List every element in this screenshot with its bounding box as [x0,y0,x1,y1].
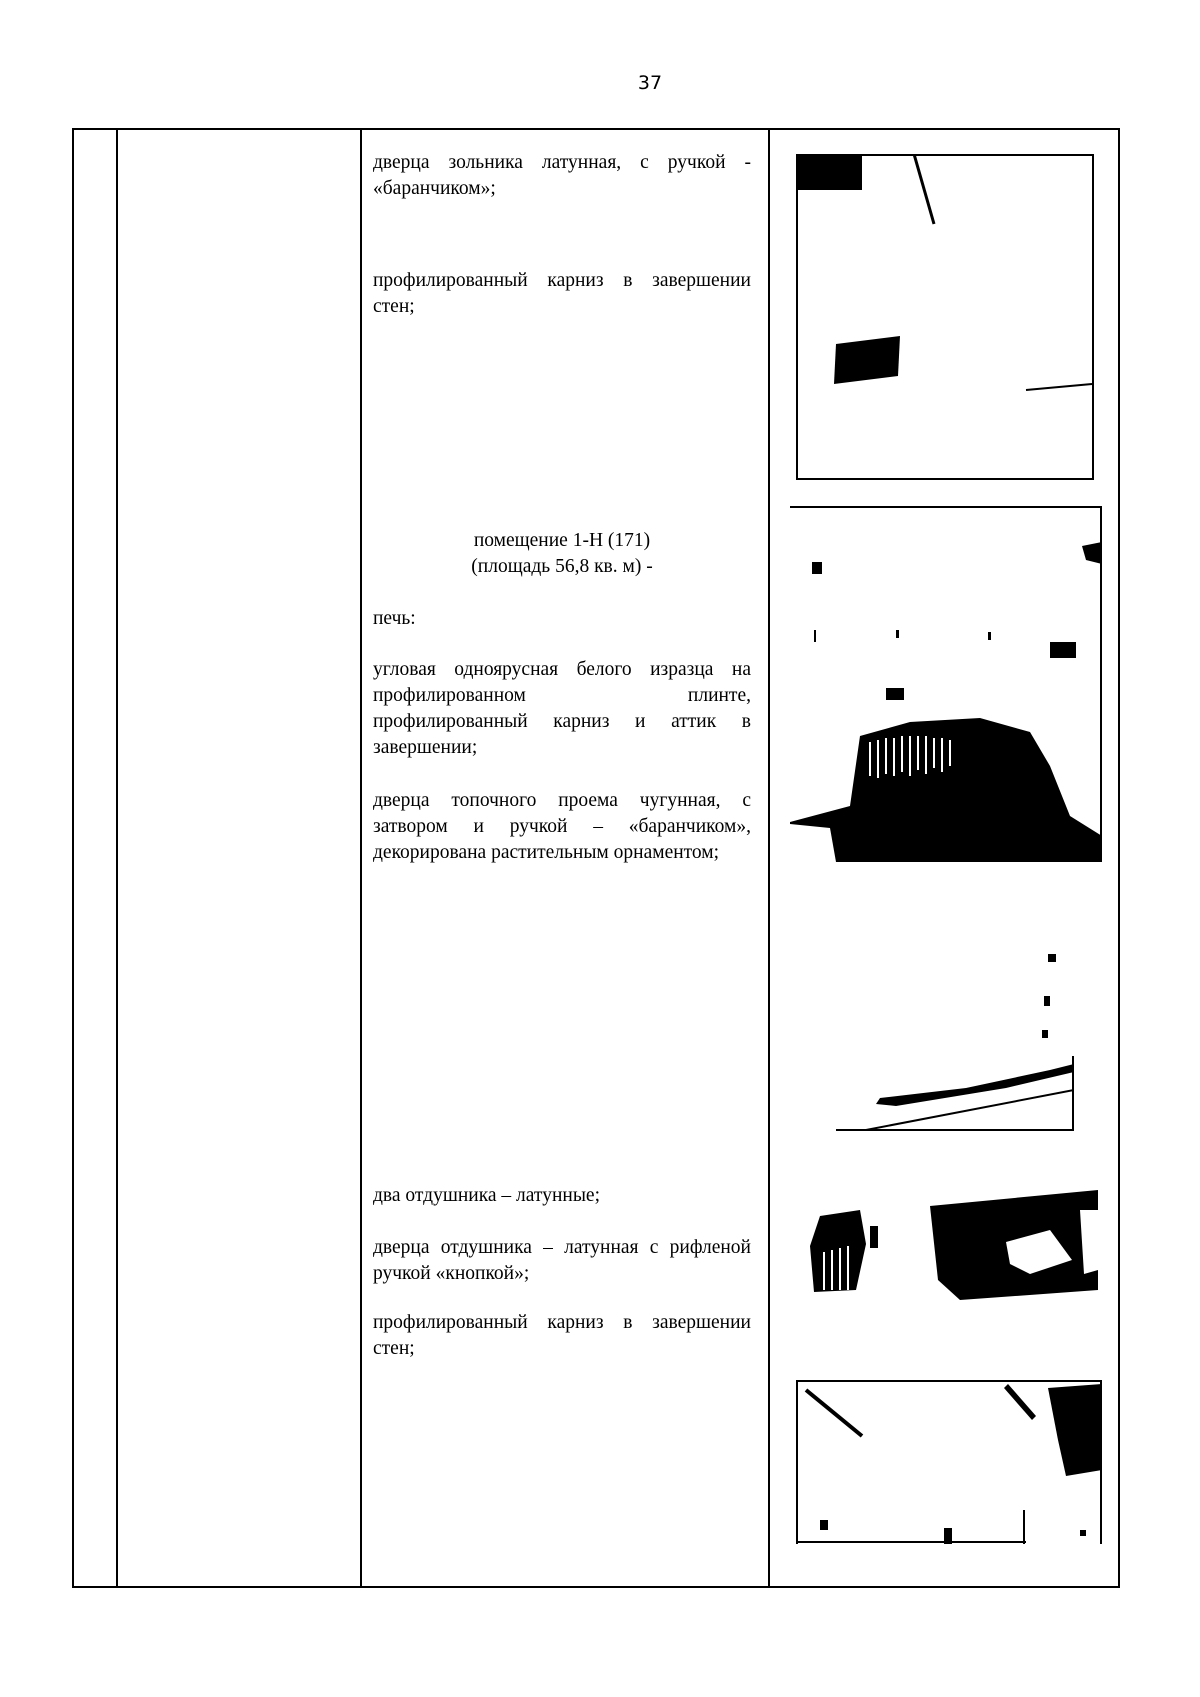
text-block [373,1183,751,1209]
photo-1 [796,154,1094,480]
text-block [373,657,751,761]
column-divider [360,130,362,1586]
text-block [373,1310,751,1362]
page-number: 37 [637,72,663,94]
column-divider [768,130,770,1586]
item-ash-door: дверца зольника латунная, с ручкой - «баранчиком»; [373,152,751,199]
column-divider [116,130,118,1586]
item-vent-door: дверца отдушника – латунная с рифленой ручкой «кнопкой»; [373,1237,751,1284]
text-block [373,150,751,202]
photo-3 [836,920,1074,1138]
item-cornice-2: профилированный карниз в завершении стен; [373,1312,751,1359]
item-cornice: профилированный карниз в завершении стен; [373,270,751,317]
text-block [373,1235,751,1287]
room-area: (площадь 56,8 кв. м) - [471,556,653,577]
stove-label: печь: [373,608,416,629]
photo-4 [800,1186,912,1296]
room-heading [373,528,751,580]
room-title: помещение 1-Н (171) [473,530,651,551]
text-block [373,788,751,866]
photo-6 [796,1380,1102,1544]
text-block [373,606,751,632]
item-firebox-door: дверца топочного проема чугунная, с затвором и ручкой – «баранчиком», декорирована растительным орнаментом; [373,790,751,863]
item-vents: два отдушника – латунные; [373,1185,600,1206]
item-stove-description: угловая одноярусная белого изразца на профилированном плинте, профилированный карниз и аттик в завершении; [373,659,751,758]
photo-2 [790,506,1102,862]
text-block [373,268,751,320]
photo-5 [930,1190,1100,1300]
